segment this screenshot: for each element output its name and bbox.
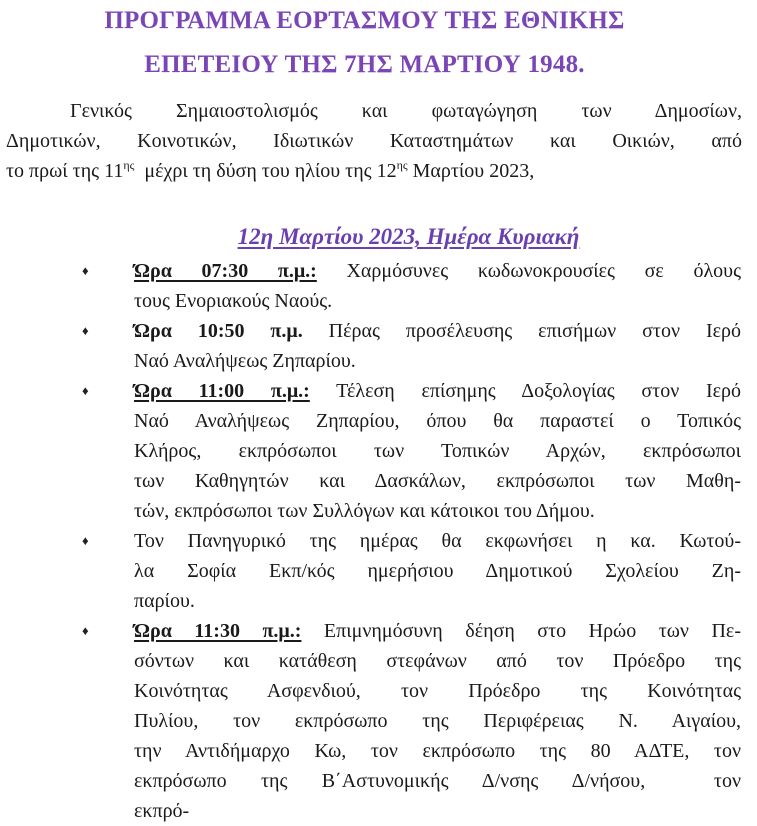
schedule-item-line	[134, 766, 741, 796]
program-title-line-2: ΕΠΕΤΕΙΟΥ ΤΗΣ 7ΗΣ ΜΑΡΤΙΟΥ 1948.	[144, 51, 585, 78]
bullet-icon: ♦	[82, 533, 89, 548]
line-text: εκπρό-	[134, 800, 190, 822]
schedule-item-line	[134, 286, 741, 316]
line-text: σόντων και κατάθεση στεφάνων από τον Πρόεδρο της	[134, 650, 741, 672]
schedule-item	[0, 376, 757, 526]
schedule-item-line	[134, 736, 741, 766]
line-text: την Αντιδήμαρχο Κω, τον εκπρόσωπο της 80 ΑΔΤΕ, τον	[134, 740, 741, 762]
schedule-item-line	[134, 316, 741, 346]
schedule-item-line	[134, 646, 741, 676]
program-title-line-1: ΠΡΟΓΡΑΜΜΑ ΕΟΡΤΑΣΜΟΥ ΤΗΣ ΕΘΝΙΚΗΣ	[104, 7, 625, 34]
line-text: λα Σοφία Εκπ/κός ημερήσιου Δημοτικού Σχολείου Ζη-	[134, 560, 741, 582]
line-text: Ναό Αναλήψεως Ζηπαρίου, όπου θα παραστεί ο Τοπικός	[134, 410, 741, 432]
schedule-item-line	[134, 796, 741, 826]
bullet-icon: ♦	[82, 323, 89, 338]
schedule-item	[0, 316, 757, 376]
schedule-item-text	[134, 376, 741, 526]
schedule-item-line	[134, 556, 741, 586]
schedule-item-line	[134, 706, 741, 736]
schedule-item-text	[134, 256, 741, 316]
line-text: Κοινότητας Ασφενδιού, τον Πρόεδρο της Κοινότητας	[134, 680, 741, 702]
bullet-icon: ♦	[82, 623, 89, 638]
intro-text-c: Μαρτίου 2023,	[407, 160, 535, 182]
schedule-item-line	[134, 406, 741, 436]
schedule-item-text	[134, 526, 741, 616]
schedule-item-line	[134, 676, 741, 706]
schedule-item-line	[134, 616, 741, 646]
schedule-item-text	[134, 316, 741, 376]
bullet-icon: ♦	[82, 263, 89, 278]
schedule-item-line	[134, 436, 741, 466]
line-text: παρίου.	[134, 590, 195, 612]
schedule-item	[0, 256, 757, 316]
schedule-item-line	[134, 376, 741, 406]
line-text: Κλήρος, εκπρόσωποι των Τοπικών Αρχών, εκπρόσωποι	[134, 440, 741, 462]
line-text: τών, εκπρόσωποι των Συλλόγων και κάτοικοι του Δήμου.	[134, 500, 595, 522]
line-text: Πέρας προσέλευσης επισήμων στον Ιερό	[302, 320, 741, 342]
line-text: τους Ενοριακούς Ναούς.	[134, 290, 333, 312]
schedule-item	[0, 526, 757, 616]
time-label: Ώρα 11:00 π.μ.:	[134, 380, 310, 402]
schedule-item-line	[134, 256, 741, 286]
schedule-list	[0, 256, 757, 826]
schedule-item-line	[134, 466, 741, 496]
line-text: εκπρόσωπο της Β΄Αστυνομικής Δ/νσης Δ/νήσου, τον	[134, 770, 741, 792]
intro-line-1: Γενικός Σημαιοστολισμός και φωταγώγηση των Δημοσίων,	[70, 100, 742, 122]
schedule-item-line	[134, 346, 741, 376]
time-label: Ώρα 11:30 π.μ.:	[134, 620, 302, 642]
schedule-item-line	[134, 526, 741, 556]
schedule-item-line	[134, 496, 741, 526]
date-heading: 12η Μαρτίου 2023, Ημέρα Κυριακή	[237, 224, 580, 249]
intro-sup-1: ης	[123, 158, 135, 172]
schedule-item-text	[134, 616, 741, 826]
line-text: Επιμνημόσυνη δέηση στο Ηρώο των Πε-	[301, 620, 741, 642]
line-text: Τον Πανηγυρικό της ημέρας θα εκφωνήσει η κα. Κωτού-	[134, 530, 741, 552]
schedule-item-line	[134, 586, 741, 616]
time-label: Ώρα 10:50 π.μ.	[134, 320, 303, 342]
line-text: Τέλεση επίσημης Δοξολογίας στον Ιερό	[309, 380, 741, 402]
time-label: Ώρα 07:30 π.μ.:	[134, 260, 317, 282]
intro-line-3	[6, 156, 742, 186]
intro-text-b: μέχρι τη δύση του ηλίου της 12	[134, 160, 397, 182]
line-text: Χαρμόσυνες κωδωνοκρουσίες σε όλους	[316, 260, 741, 282]
line-text: των Καθηγητών και Δασκάλων, εκπρόσωποι των Μαθη-	[134, 470, 741, 492]
line-text: Ναό Αναλήψεως Ζηπαρίου.	[134, 350, 356, 372]
intro-text-a: το πρωί της 11	[6, 160, 124, 182]
schedule-item	[0, 616, 757, 826]
intro-line-2: Δημοτικών, Κοινοτικών, Ιδιωτικών Καταστημάτων και Οικιών, από	[6, 130, 742, 152]
intro-sup-2: ης	[396, 158, 408, 172]
intro-paragraph	[6, 96, 742, 186]
bullet-icon: ♦	[82, 383, 89, 398]
line-text: Πυλίου, τον εκπρόσωπο της Περιφέρειας Ν. Αιγαίου,	[134, 710, 741, 732]
